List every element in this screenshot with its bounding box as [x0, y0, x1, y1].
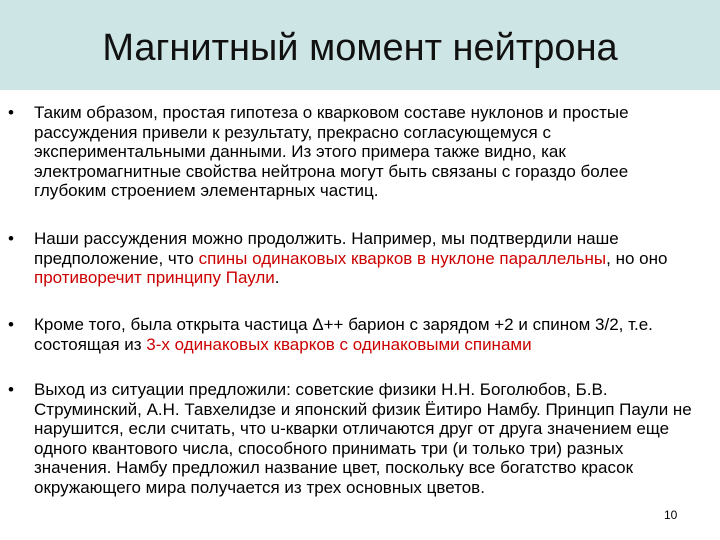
bullet-dot-icon: • [8, 103, 14, 122]
highlighted-text: спины одинаковых кварков в нуклоне параллельны [198, 248, 607, 268]
bullet-text: . [274, 268, 280, 287]
bullet-text: Кроме того, была открыта частица Δ++ барион с зарядом +2 и спином 3/2, т.е. состоящая из [34, 315, 653, 354]
bullet-dot-icon: • [8, 380, 14, 399]
highlighted-text: 3-х одинаковых кварков с одинаковыми спинами [146, 334, 532, 354]
highlighted-text: противоречит принципу Паули [34, 268, 275, 287]
bullet-text: Таким образом, простая гипотеза о кварковом составе нуклонов и простые рассуждения привели к результату, прекрасно согласующемуся с экспериментальными данными. Из этого примера также видно, как электромагнитные свойства нейтрона могут быть связаны с гораздо более глубоким строением элементарных частиц. [34, 103, 629, 200]
bullet-item-4 [8, 380, 694, 497]
bullet-text: , но оно [606, 248, 668, 268]
bullet-text: Выход из ситуации предложили: советские физики Н.Н. Боголюбов, Б.В. Струминский, А.Н. Тавхелидзе и японский физик Ёитиро Намбу. Принцип Паули не нарушится, если считать, что u-кварки отличаются друг от друга значением еще одного квантового числа, способного принимать три (и только три) разных значения. Намбу предложил название цвет, поскольку все богатство красок окружающего мира получается из трех основных цветов. [34, 380, 692, 497]
bullet-item-3 [8, 315, 694, 354]
bullet-item-2 [8, 229, 694, 288]
slide-title: Магнитный момент нейтрона [102, 27, 618, 69]
bullet-dot-icon: • [8, 315, 14, 334]
bullet-text: Наши рассуждения можно продолжить. Например, мы подтвердили наше предположение, что [34, 229, 619, 268]
bullet-item-1 [8, 103, 694, 201]
page-number: 10 [664, 508, 678, 522]
bullet-dot-icon: • [8, 229, 14, 248]
